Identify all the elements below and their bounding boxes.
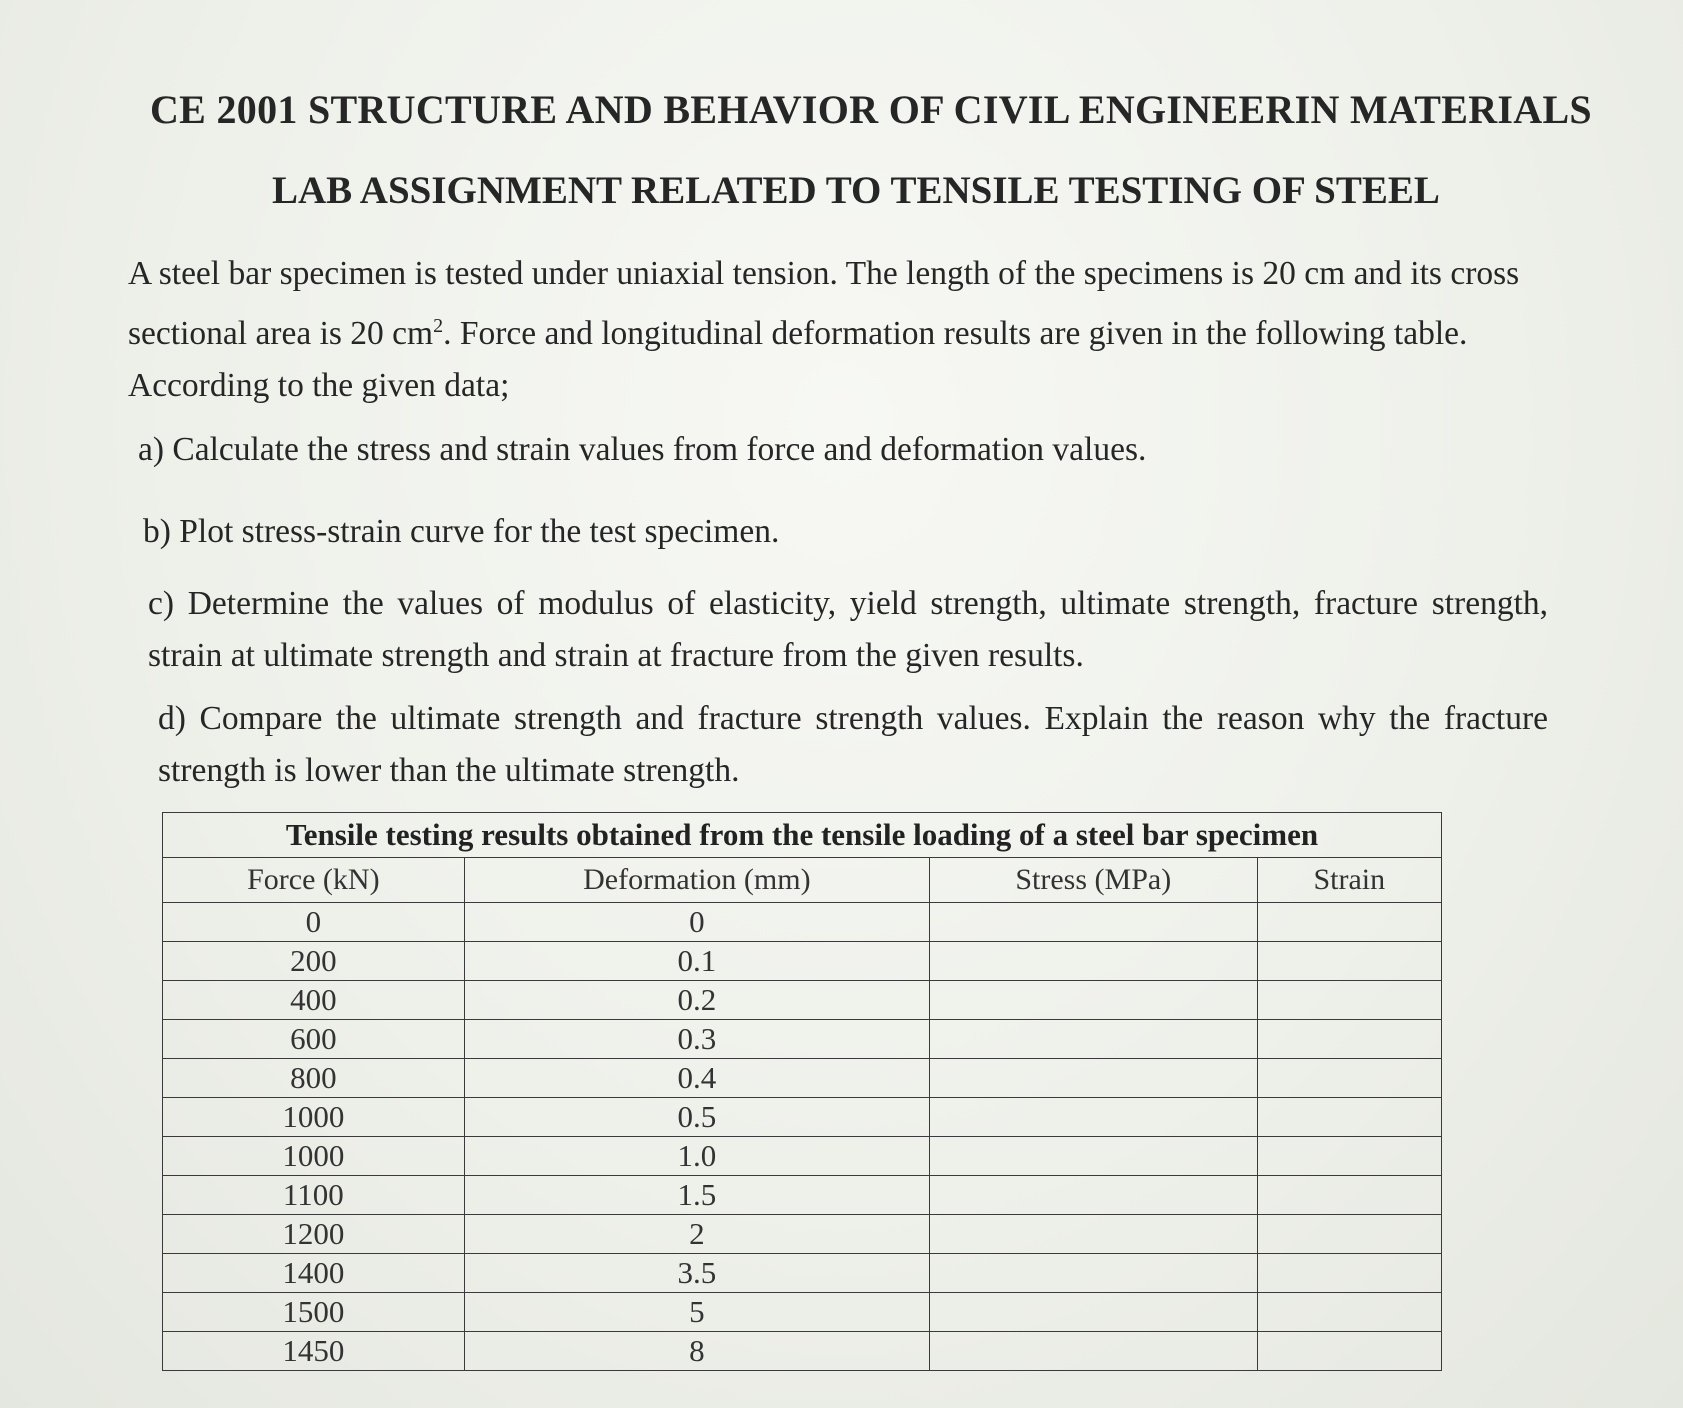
cell-deformation: 0.5 (464, 1098, 929, 1137)
cell-stress (929, 1293, 1257, 1332)
intro-text-2: . Force and longitudinal deformation results are given in the following table. According to the given data; (128, 315, 1468, 405)
cell-force: 600 (163, 1020, 465, 1059)
table-row (163, 1332, 1442, 1371)
table-row (163, 1254, 1442, 1293)
cell-deformation: 1.0 (464, 1137, 929, 1176)
cell-force: 1450 (163, 1332, 465, 1371)
cell-strain (1257, 1098, 1441, 1137)
task-d: d) Compare the ultimate strength and fracture strength values. Explain the reason why the fracture strength is lower than the ultimate strength. (158, 700, 1548, 789)
table-row (163, 903, 1442, 942)
page-title: CE 2001 STRUCTURE AND BEHAVIOR OF CIVIL ENGINEERIN MATERIALS (150, 87, 1592, 132)
header-strain: Strain (1257, 858, 1441, 903)
task-c: c) Determine the values of modulus of elasticity, yield strength, ultimate strength, fracture strength, strain at ultimate strength and strain at fracture from the given results. (148, 585, 1548, 674)
table-row (163, 1098, 1442, 1137)
table-header-row (163, 858, 1442, 903)
cell-strain (1257, 1254, 1441, 1293)
cell-deformation: 0.3 (464, 1020, 929, 1059)
cell-strain (1257, 903, 1441, 942)
cell-stress (929, 903, 1257, 942)
cell-strain (1257, 1059, 1441, 1098)
table-row (163, 1059, 1442, 1098)
cell-stress (929, 1098, 1257, 1137)
cell-stress (929, 1332, 1257, 1371)
cell-force: 800 (163, 1059, 465, 1098)
cell-deformation: 1.5 (464, 1176, 929, 1215)
header-force: Force (kN) (163, 858, 465, 903)
cell-deformation: 0.4 (464, 1059, 929, 1098)
cell-stress (929, 1137, 1257, 1176)
table-row (163, 1137, 1442, 1176)
cell-force: 1100 (163, 1176, 465, 1215)
task-b: b) Plot stress-strain curve for the test specimen. (143, 513, 780, 550)
cell-force: 0 (163, 903, 465, 942)
task-a: a) Calculate the stress and strain values from force and deformation values. (138, 431, 1147, 468)
results-table (162, 812, 1442, 1371)
intro-paragraph (128, 248, 1568, 412)
cell-strain (1257, 1215, 1441, 1254)
table-row (163, 981, 1442, 1020)
intro-superscript: 2 (433, 315, 444, 337)
cell-force: 400 (163, 981, 465, 1020)
cell-deformation: 8 (464, 1332, 929, 1371)
cell-stress (929, 1254, 1257, 1293)
header-deformation: Deformation (mm) (464, 858, 929, 903)
cell-force: 1000 (163, 1137, 465, 1176)
cell-deformation: 5 (464, 1293, 929, 1332)
cell-stress (929, 1020, 1257, 1059)
cell-stress (929, 942, 1257, 981)
cell-strain (1257, 1137, 1441, 1176)
table-row (163, 1293, 1442, 1332)
cell-deformation: 0.1 (464, 942, 929, 981)
table-row (163, 1020, 1442, 1059)
table-body (163, 903, 1442, 1371)
cell-force: 1200 (163, 1215, 465, 1254)
cell-strain (1257, 1176, 1441, 1215)
table-caption: Tensile testing results obtained from the tensile loading of a steel bar specimen (163, 813, 1442, 858)
cell-deformation: 0.2 (464, 981, 929, 1020)
table-row (163, 1176, 1442, 1215)
table-row (163, 942, 1442, 981)
intro-text-1: A steel bar specimen is tested under uniaxial tension. The length of the specimens is 20 cm and its cross sectional area is 20 cm (128, 255, 1520, 353)
cell-force: 200 (163, 942, 465, 981)
header-stress: Stress (MPa) (929, 858, 1257, 903)
cell-strain (1257, 1020, 1441, 1059)
results-table-container (162, 812, 1442, 1408)
cell-strain (1257, 1332, 1441, 1371)
table-row (163, 1215, 1442, 1254)
cell-stress (929, 1176, 1257, 1215)
cell-strain (1257, 1293, 1441, 1332)
cell-stress (929, 981, 1257, 1020)
cell-deformation: 2 (464, 1215, 929, 1254)
cell-force: 1400 (163, 1254, 465, 1293)
cell-strain (1257, 942, 1441, 981)
cell-deformation: 0 (464, 903, 929, 942)
cell-force: 1500 (163, 1293, 465, 1332)
page-subtitle: LAB ASSIGNMENT RELATED TO TENSILE TESTING OF STEEL (272, 169, 1440, 212)
cell-stress (929, 1059, 1257, 1098)
cell-force: 1000 (163, 1098, 465, 1137)
cell-strain (1257, 981, 1441, 1020)
cell-deformation: 3.5 (464, 1254, 929, 1293)
cell-stress (929, 1215, 1257, 1254)
